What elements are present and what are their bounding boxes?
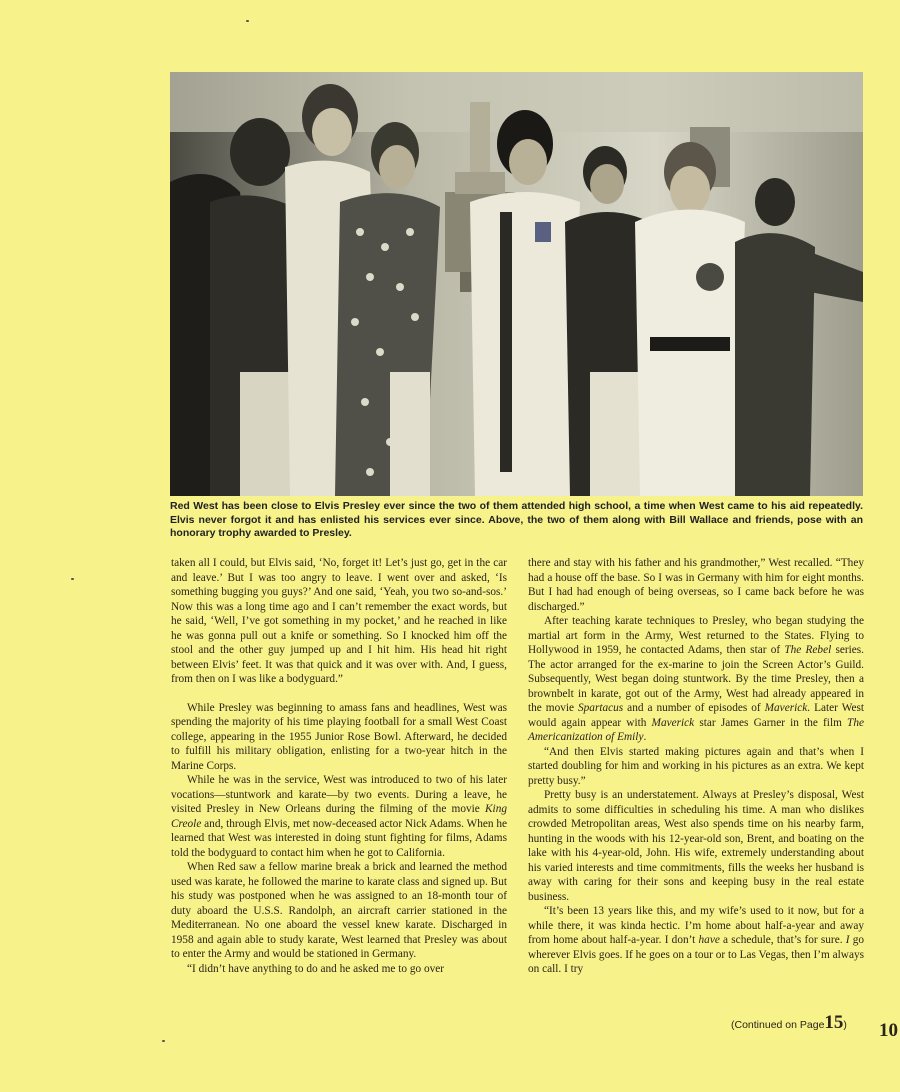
paragraph: taken all I could, but Elvis said, ‘No, forget it! Let’s just go, get in the car and leave.’ But I was too angry to leave. I went over and asked, ‘Is something bugging you guys?’ And one said, ‘Yeah, you two so-and-sos.’ Now this was a long time ago and I can’t remember the exact words, but he said, ‘Well, I’ve got something in my pocket,’ and he reached in like he was gonna pull out a knife or something. So I knocked him off the stool and the other guy jumped up and I hit him. His head hit right between Elvis’ feet. It was that quick and it was over with. And, I guess, from then on I was like a bodyguard.” [171, 557, 507, 685]
paragraph: When Red saw a fellow marine break a brick and learned the method used was karate, he followed the marine to karate class and signed up. But his study was postponed when he was assigned to an 18-month tour of duty aboard the U.S.S. Randolph, an aircraft carrier stationed in the Mediterranean. No one aboard the vessel knew karate. Discharged in 1958 and again able to study karate, West learned that Presley was about to enter the Army and would be stationed in Germany. [171, 861, 507, 960]
scan-speck [162, 1040, 165, 1042]
paragraph: While he was in the service, West was introduced to two of his later vocations—stuntwork and karate—by two events. During a leave, he visited Presley in New Orleans during the filming of the movie King Creole and, through Elvis, met now-deceased actor Nick Adams. When he learned that West was interested in doing stunt fighting for films, Adams told the bodyguard to contact him when he got to California. [171, 774, 507, 859]
paragraph: “It’s been 13 years like this, and my wife’s used to it now, but for a while there, it was kinda hectic. I’m home about half-a-year and away from home about half-a-year. I don’t have a schedule, that’s for sure. I go wherever Elvis goes. If he goes on a tour or to Las Vegas, then I’m always on call. I try [528, 905, 864, 975]
paragraph: “And then Elvis started making pictures again and that’s when I started doubling for him and working in his pictures as an extra. We kept pretty busy.” [528, 745, 864, 787]
paragraph: “I didn’t have anything to do and he asked me to go over [187, 962, 445, 975]
photo-caption: Red West has been close to Elvis Presley ever since the two of them attended high school, a time when West came to his aid repeatedly. Elvis never forgot it and has enlisted his services ever since. Above, the two of them along with Bill Wallace and friends, pose with an honorary trophy awarded to Presley. [170, 500, 863, 539]
article-column-left [171, 556, 507, 976]
article-column-right [528, 556, 864, 977]
paragraph: While Presley was beginning to amass fans and headlines, West was spending the majority of his time playing football for a small West Coast college, appearing in the 1955 Junior Rose Bowl. Afterward, he decided to fulfill his military obligation, enlisting for a two-year hitch in the Marine Corps. [171, 701, 507, 772]
scan-speck [71, 578, 74, 580]
paragraph: there and stay with his father and his grandmother,” West recalled. “They had a house off the base. So I was in Germany with him for eight months. But I had had enough of being overseas, so I came back before he was discharged.” [528, 557, 864, 613]
continued-page-number: 15 [824, 1012, 844, 1033]
continued-notice: (Continued on Page15) [731, 1012, 847, 1033]
paragraph: Pretty busy is an understatement. Always at Presley’s disposal, West admits to some difficulties in scheduling his time. A man who dislikes crowded Metropolitan areas, West also spends time on his nearby farm, hunting in the woods with his 12-year-old son, Brent, and boating on the lake with his 4-year-old, John. His wife, extremely understanding about his varied interests and time commitments, fills the weeks her husband is away with caring for their sons and keeping busy in the real estate business. [528, 789, 864, 903]
page-number: 10 [879, 1020, 898, 1041]
group-photo [170, 72, 863, 496]
scan-speck [246, 20, 249, 22]
paragraph: After teaching karate techniques to Presley, who began studying the martial art form in the Army, West returned to the States. Flying to Hollywood in 1959, he contacted Adams, then star of The Rebel series. The actor arranged for the ex-marine to join the Screen Actor’s Guild. Subsequently, West began doing stuntwork. By the time Presley, then a brownbelt in karate, got out of the Army, West had already appeared in the movie Spartacus and a number of episodes of Maverick. Later West would again appear with Maverick star James Garner in the film The Americanization of Emily. [528, 615, 864, 743]
